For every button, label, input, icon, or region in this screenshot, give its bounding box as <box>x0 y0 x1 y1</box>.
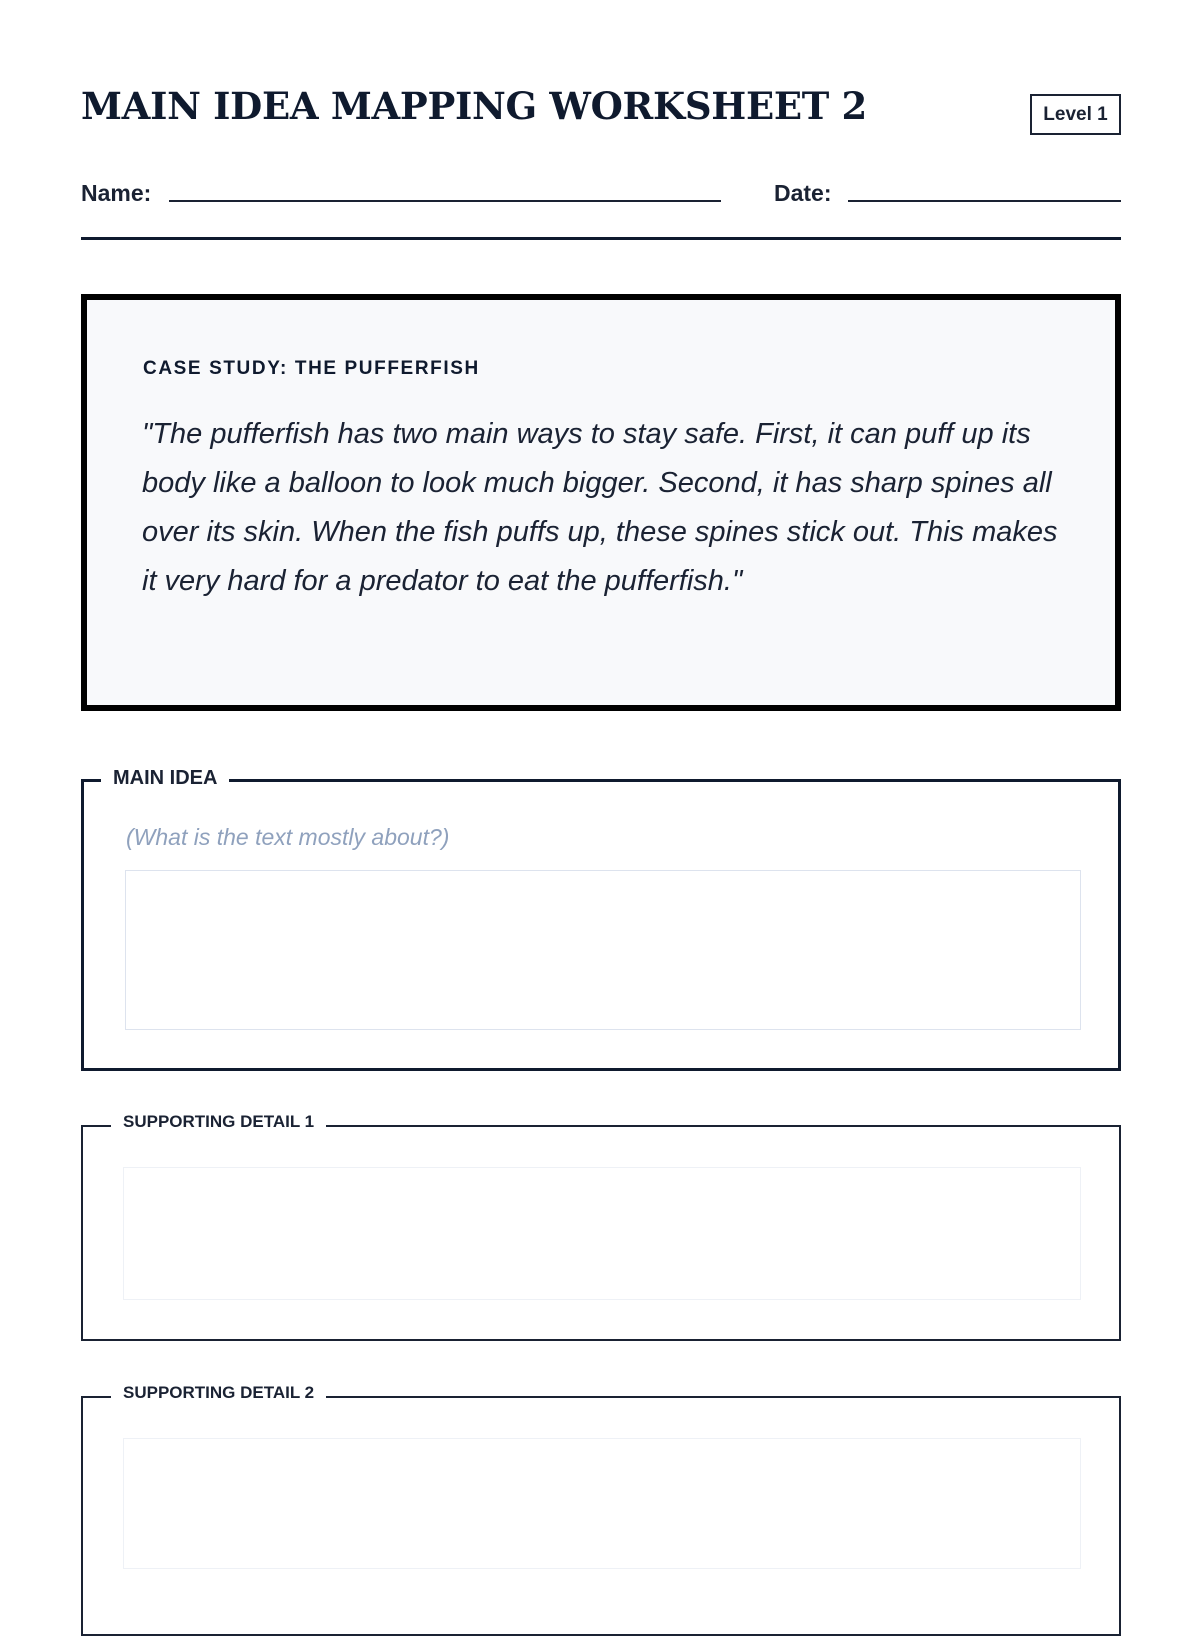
page-title: MAIN IDEA MAPPING WORKSHEET 2 <box>81 84 868 128</box>
supporting-detail-2-answer-box[interactable] <box>123 1438 1081 1569</box>
supporting-detail-1-section <box>81 1112 1121 1341</box>
case-study-heading: CASE STUDY: THE PUFFERFISH <box>143 358 480 379</box>
date-field[interactable] <box>848 200 1121 202</box>
name-label: Name: <box>81 180 152 206</box>
supporting-detail-1-label: SUPPORTING DETAIL 1 <box>111 1112 326 1132</box>
supporting-detail-2-label: SUPPORTING DETAIL 2 <box>111 1383 326 1403</box>
case-study-box <box>81 294 1121 711</box>
main-idea-hint: (What is the text mostly about?) <box>126 824 450 850</box>
level-badge: Level 1 <box>1030 94 1121 135</box>
main-idea-section <box>81 767 1121 1071</box>
name-date-row <box>81 178 1121 212</box>
case-study-text: "The pufferfish has two main ways to stay safe. First, it can puff up its body like a balloon to look much bigger. Second, it has sharp spines all over its skin. When the fish puffs up, these spines stick out. This makes it very hard for a predator to eat the pufferfish." <box>142 418 1058 597</box>
main-idea-label: MAIN IDEA <box>101 767 229 790</box>
main-idea-answer-box[interactable] <box>125 870 1081 1030</box>
header-divider <box>81 237 1121 240</box>
supporting-detail-1-answer-box[interactable] <box>123 1167 1081 1300</box>
supporting-detail-2-section <box>81 1383 1121 1636</box>
date-label: Date: <box>774 180 832 206</box>
worksheet-page <box>81 0 1121 1600</box>
name-field[interactable] <box>169 200 721 202</box>
